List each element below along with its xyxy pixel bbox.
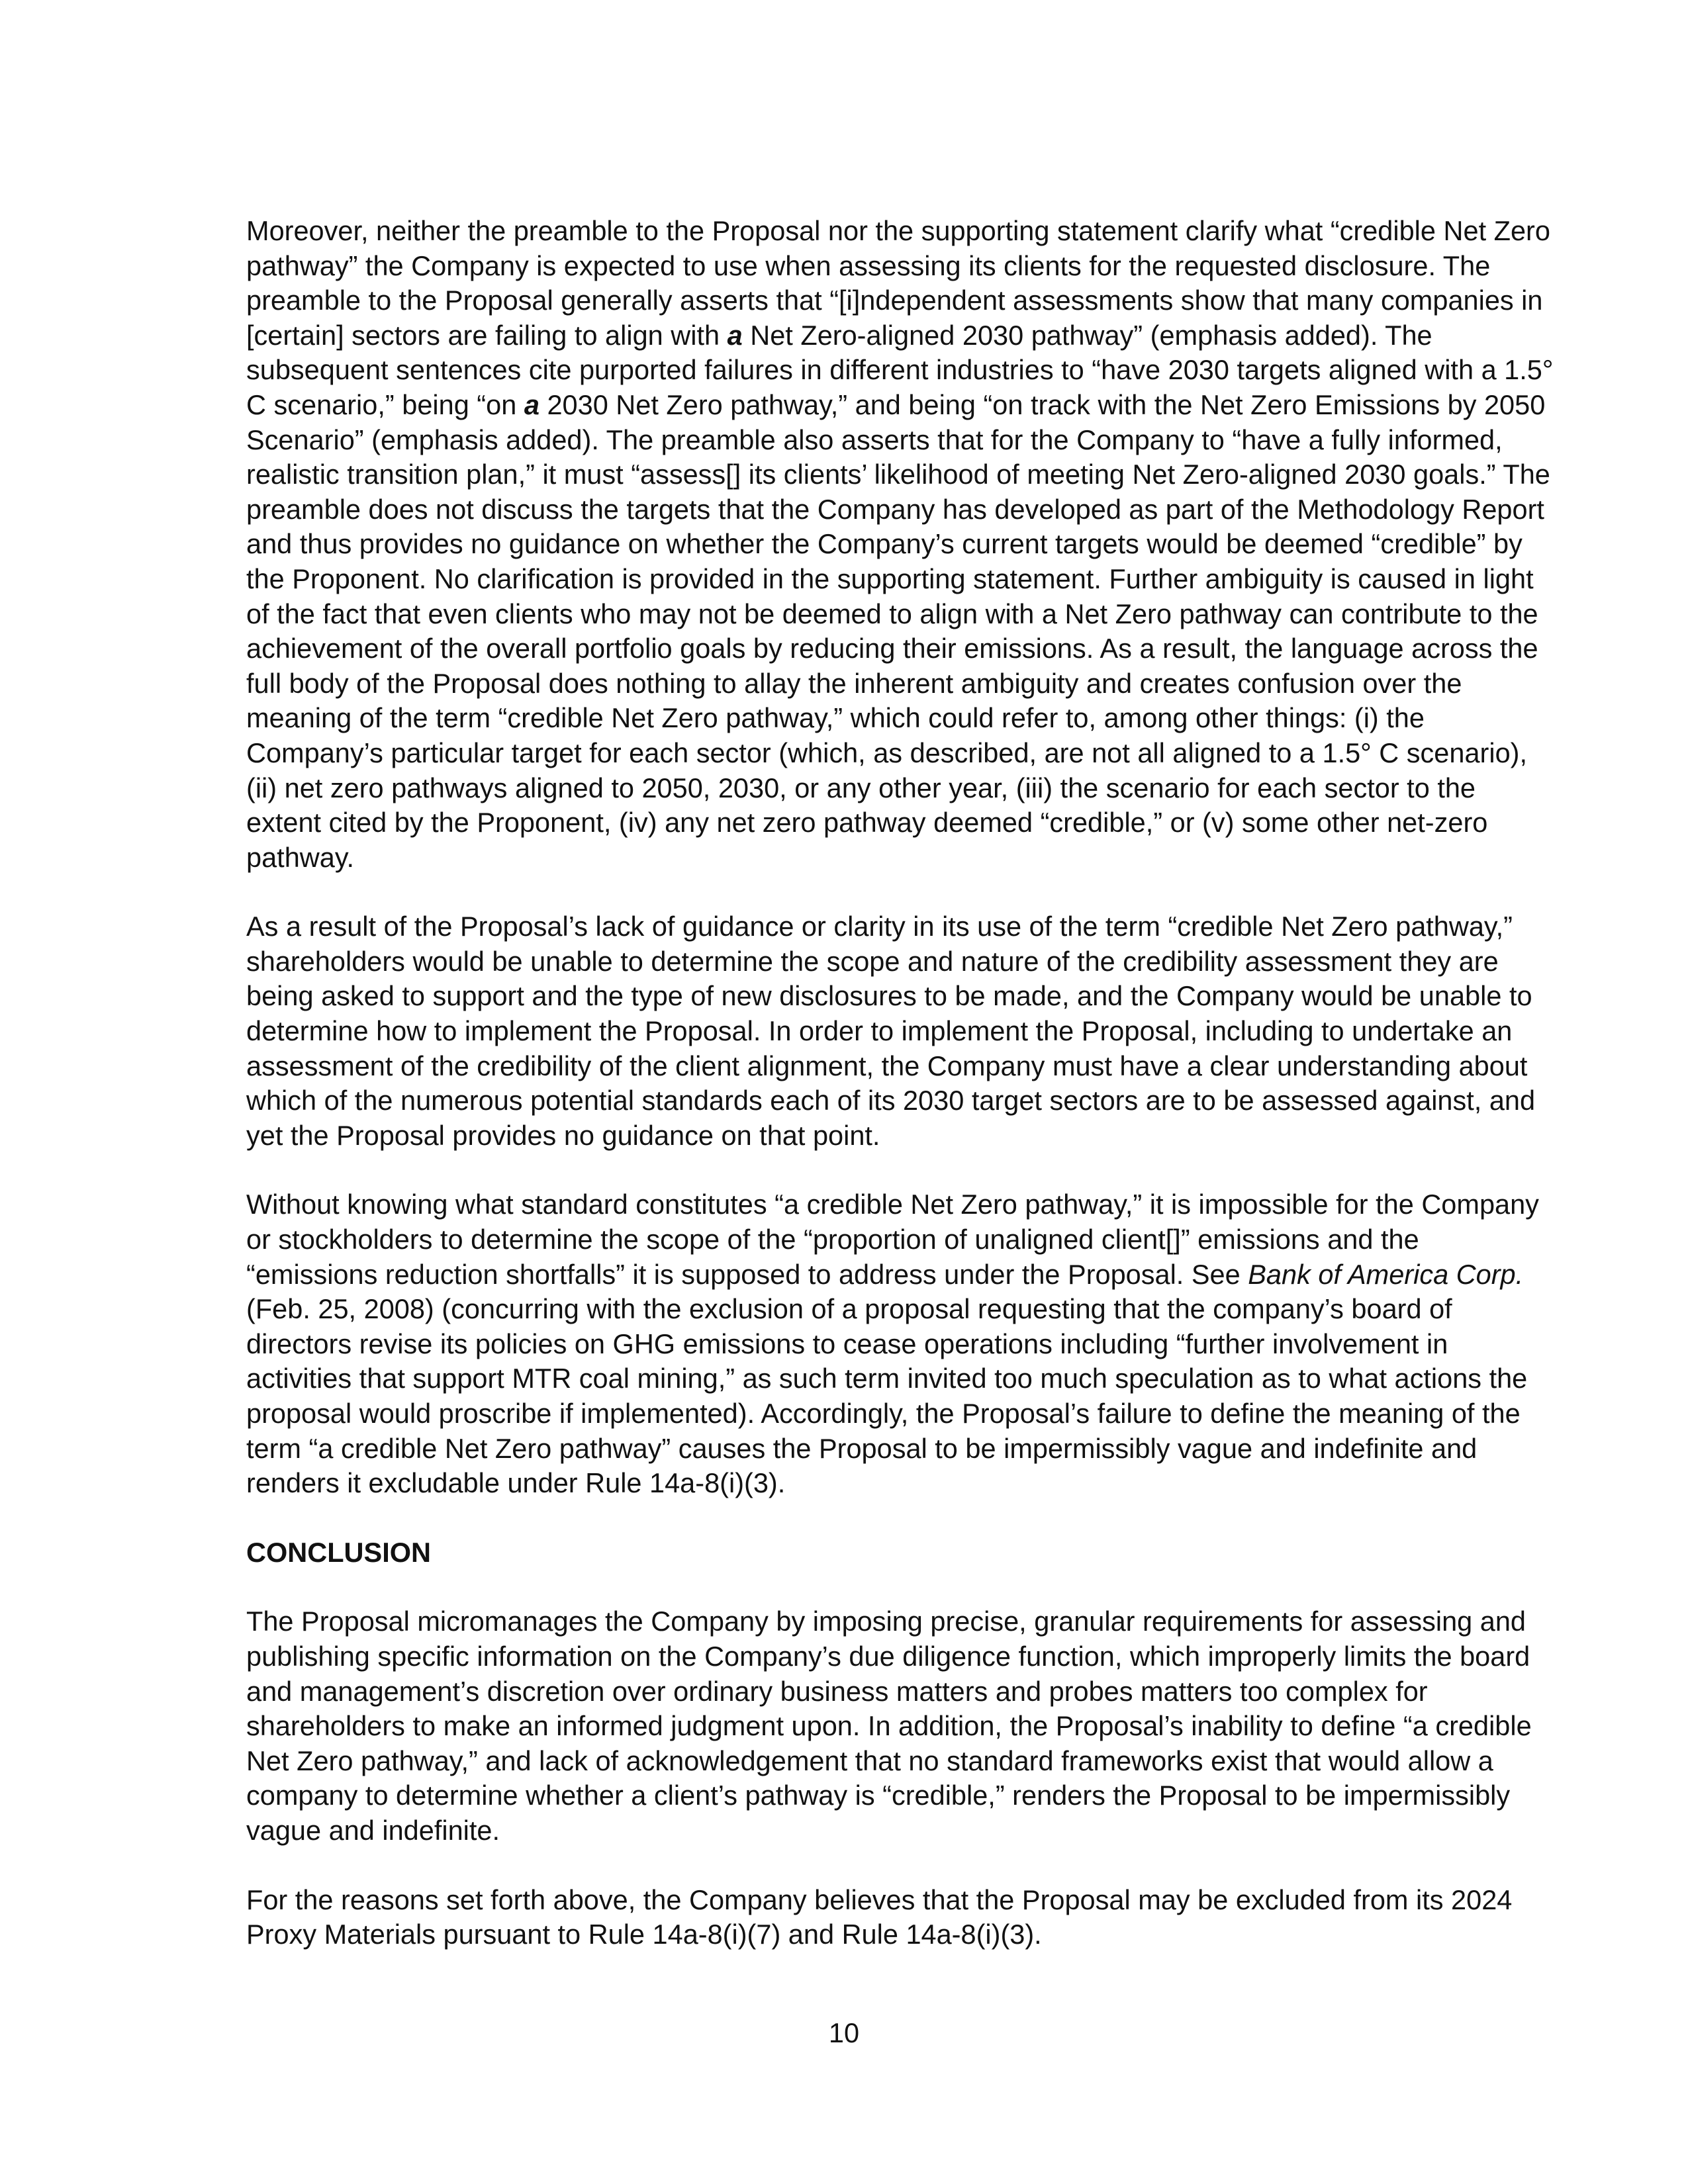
case-citation: Bank of America Corp.: [1248, 1258, 1524, 1290]
emphasis-text: a: [727, 319, 743, 351]
paragraph-conclusion-summary: The Proposal micromanages the Company by imposing precise, granular requirements for assessing and publishing specific information on the Company’s due diligence function, which improperly limits the board and management’s discretion over ordinary business matters and probes matters too complex for shareholders to make an informed judgment upon. In addition, the Proposal’s inability to define “a credible Net Zero pathway,” and lack of acknowledgement that no standard frameworks exist that would allow a company to determine whether a client’s pathway is “credible,” renders the Proposal to be impermissibly vague and indefinite.: [246, 1606, 1532, 1846]
paragraph-text: Moreover, neither the preamble to the Proposal nor the supporting statement clarify what “credible Net Zero pathway” the Company is expected to use when assessing its clients for the requested disclosure. The preamble to the Proposal generally asserts that “[i]ndependent assessments show that many companies in [certain] sectors are failing to align with: [246, 215, 1550, 351]
paragraph-lack-of-guidance: As a result of the Proposal’s lack of guidance or clarity in its use of the term “credible Net Zero pathway,” shareholders would be unable to determine the scope and nature of the credibility assessment they are being asked to support and the type of new disclosures to be made, and the Company would be unable to determine how to implement the Proposal. In order to implement the Proposal, including to undertake an assessment of the credibility of the client alignment, the Company must have a clear understanding about which of the numerous potential standards each of its 2030 target sectors are to be assessed against, and yet the Proposal provides no guidance on that point.: [246, 911, 1536, 1151]
paragraph-final-statement: For the reasons set forth above, the Company believes that the Proposal may be excluded from its 2024 Proxy Materials pursuant to Rule 14a-8(i)(7) and Rule 14a-8(i)(3).: [246, 1884, 1513, 1950]
emphasis-text: a: [524, 388, 539, 420]
document-body: [246, 214, 1557, 1952]
paragraph-text: Without knowing what standard constitutes “a credible Net Zero pathway,” it is impossible for the Company or stockholders to determine the scope of the “proportion of unaligned client[]” emissions and the “emissions reduction shortfalls” it is supposed to address under the Proposal. See: [246, 1189, 1539, 1290]
section-heading-conclusion: CONCLUSION: [246, 1536, 431, 1568]
paragraph-credible-pathway-ambiguity: [246, 214, 1557, 875]
page-number: 10: [828, 2017, 860, 2048]
paragraph-text: Net Zero-aligned 2030 pathway” (emphasis added). The subsequent sentences cite purported failures in different industries to “have 2030 targets aligned with a 1.5° C scenario,” being “on: [246, 319, 1554, 420]
paragraph-standard-unknown: [246, 1187, 1557, 1500]
paragraph-text: 2030 Net Zero pathway,” and being “on track with the Net Zero Emissions by 2050 Scenario” (emphasis added). The preamble also asserts that for the Company to “have a fully informed, realistic transition plan,” it must “assess[] its clients’ likelihood of meeting Net Zero-aligned 2030 goals.” The preamble does not discuss the targets that the Company has developed as part of the Methodology Report and thus provides no guidance on whether the Company’s current targets would be deemed “credible” by the Proponent. No clarification is provided in the supporting statement. Further ambiguity is caused in light of the fact that even clients who may not be deemed to align with a Net Zero pathway can contribute to the achievement of the overall portfolio goals by reducing their emissions. As a result, the language across the full body of the Proposal does nothing to allay the inherent ambiguity and creates confusion over the meaning of the term “credible Net Zero pathway,” which could refer to, among other things: (i) the Company’s particular target for each sector (which, as described, are not all aligned to a 1.5° C scenario), (ii) net zero pathways aligned to 2050, 2030, or any other year, (iii) the scenario for each sector to the extent cited by the Proponent, (iv) any net zero pathway deemed “credible,” or (v) some other net-zero pathway.: [246, 388, 1550, 873]
paragraph-text: (Feb. 25, 2008) (concurring with the exclusion of a proposal requesting that the company’s board of directors revise its policies on GHG emissions to cease operations including “further involvement in activities that support MTR coal mining,” as such term invited too much speculation as to what actions the proposal would proscribe if implemented). Accordingly, the Proposal’s failure to define the meaning of the term “a credible Net Zero pathway” causes the Proposal to be impermissibly vague and indefinite and renders it excludable under Rule 14a-8(i)(3).: [246, 1293, 1528, 1499]
